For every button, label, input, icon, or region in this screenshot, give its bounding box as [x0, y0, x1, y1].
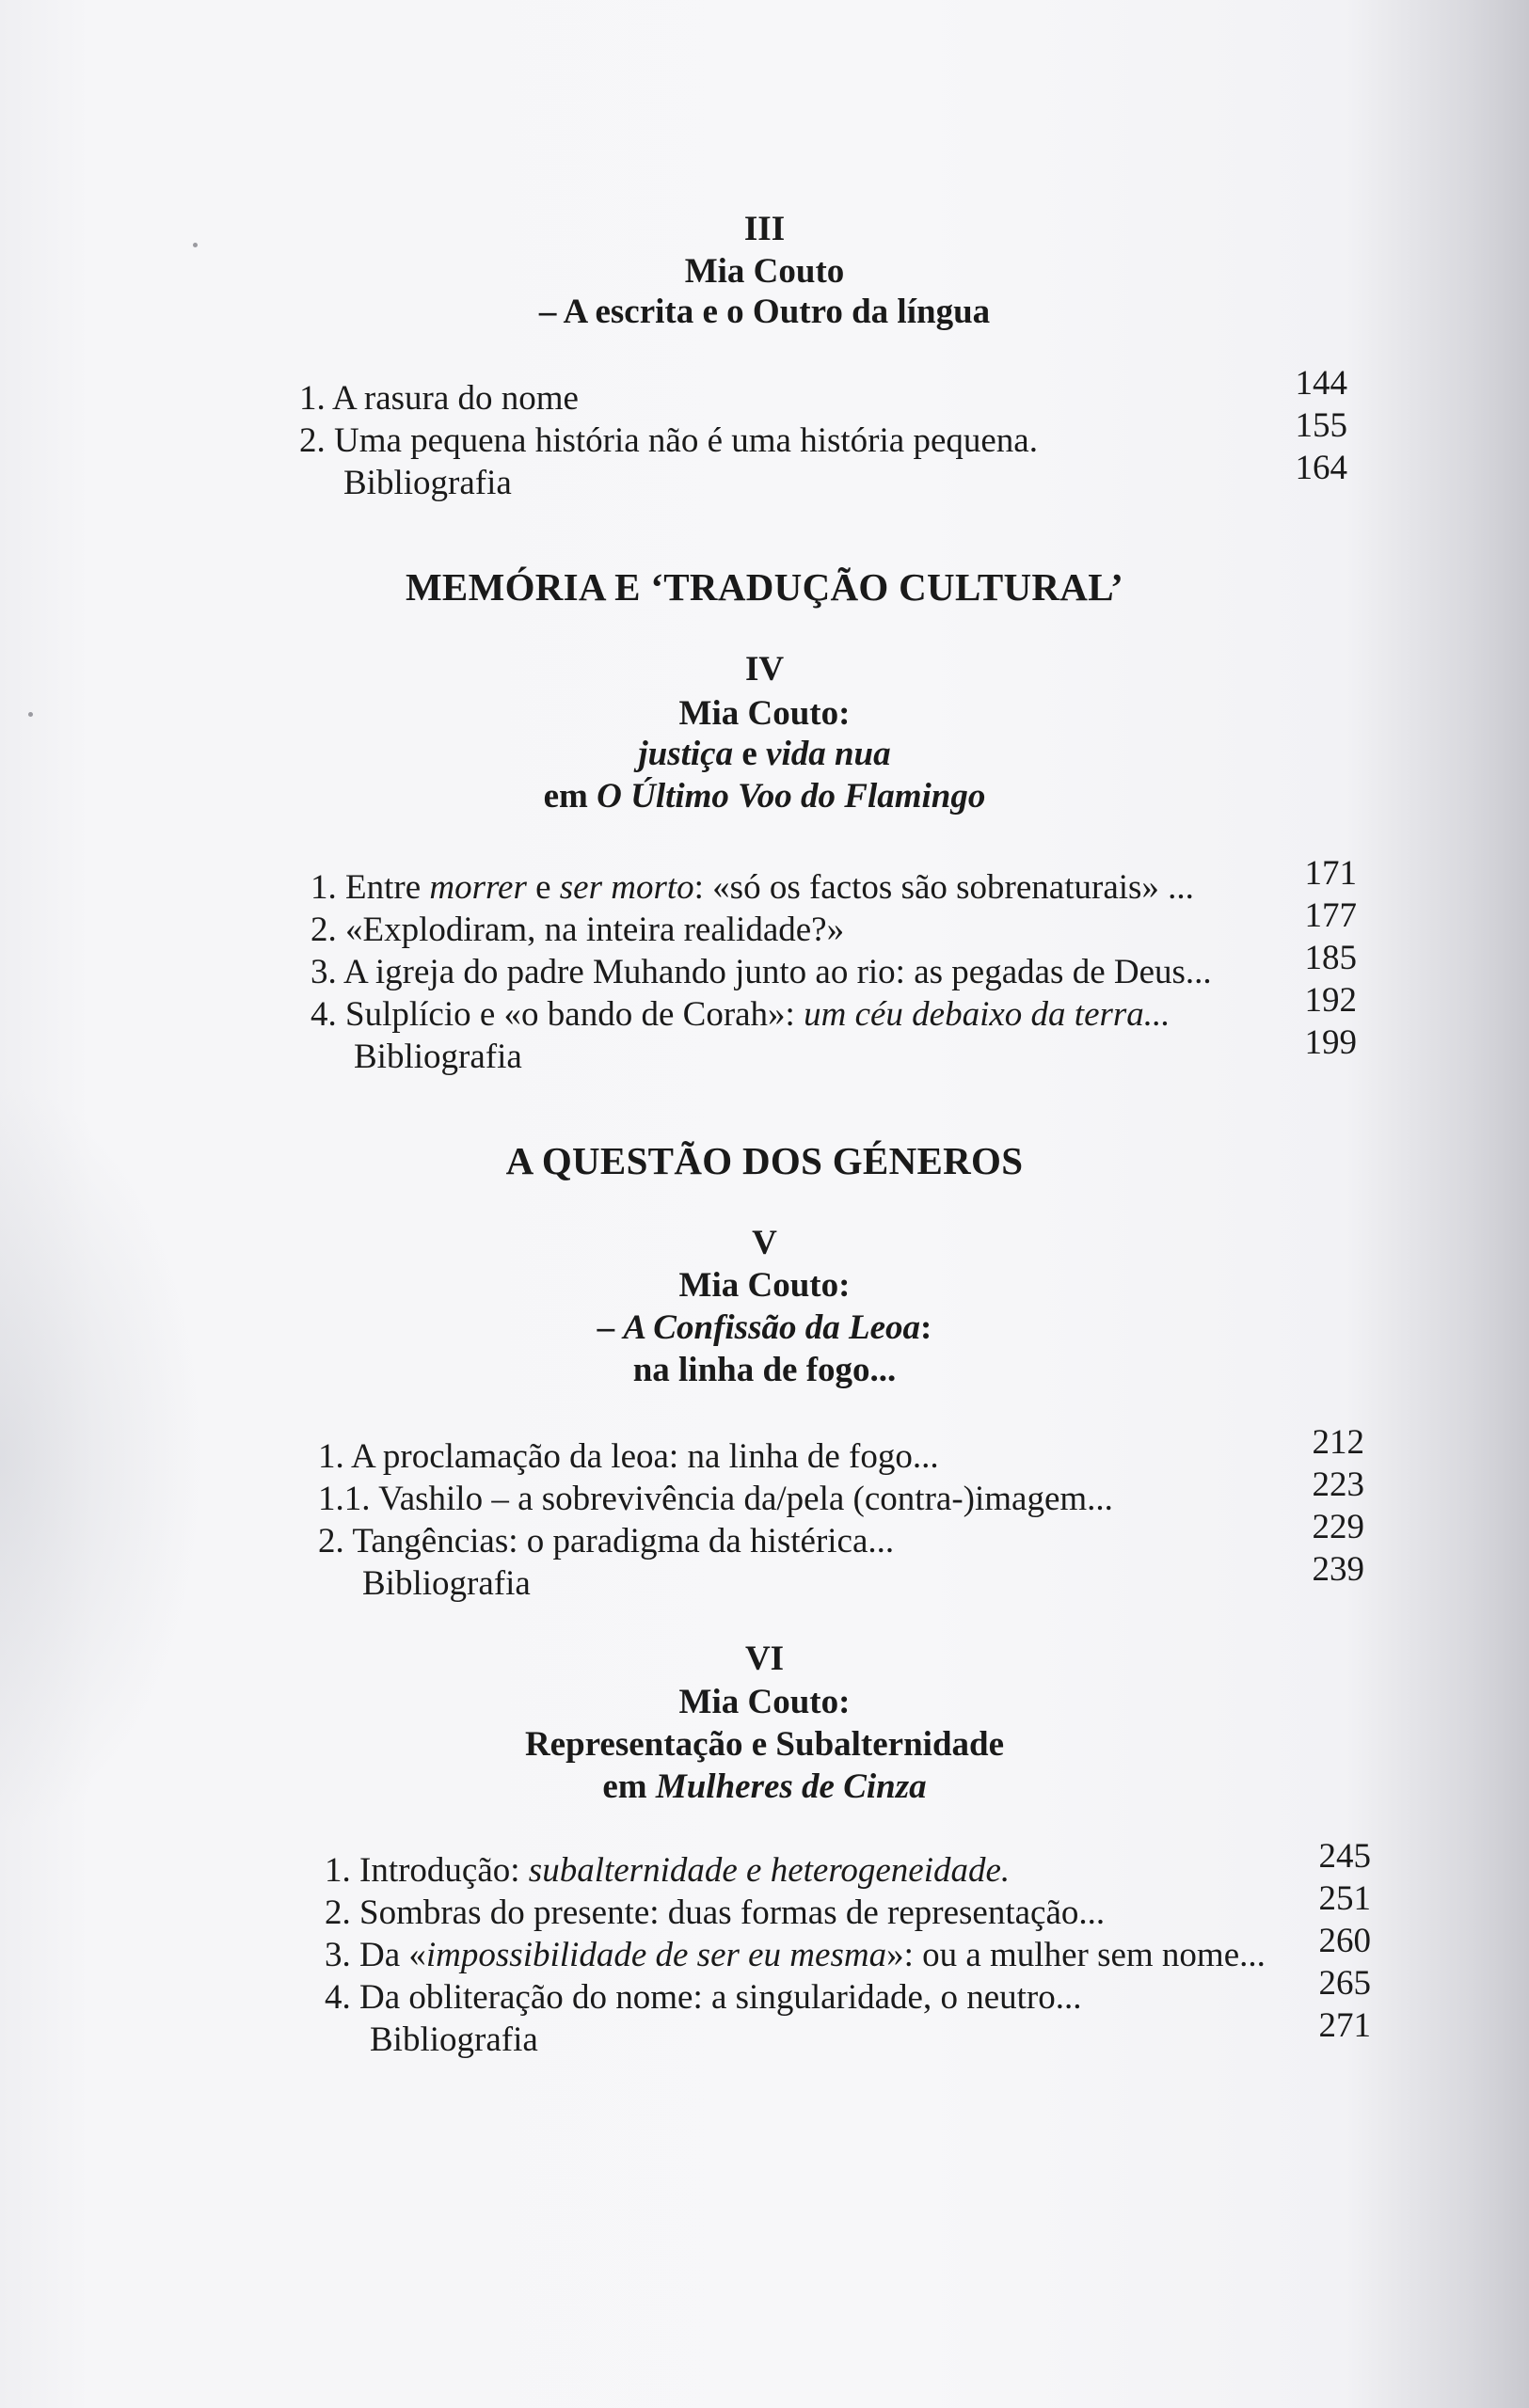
toc-entry: 1. Introdução: subalternidade e heterogeneidade.	[325, 1851, 1011, 1890]
toc-page-number: 185	[1304, 939, 1357, 977]
toc-page-number: 199	[1304, 1023, 1357, 1062]
toc-page-number: 177	[1304, 896, 1357, 935]
toc-entry: 1. Entre morrer e ser morto: «só os factos são sobrenaturais» ...	[311, 868, 1194, 907]
chapter-iii-author: Mia Couto	[684, 252, 845, 291]
toc-entry: 2. Sombras do presente: duas formas de representação...	[325, 1893, 1106, 1932]
chapter-iii-numeral: III	[743, 210, 786, 248]
toc-entry: 4. Sulplício e «o bando de Corah»: um céu debaixo da terra...	[311, 995, 1171, 1034]
chapter-vi-numeral: VI	[744, 1640, 785, 1678]
toc-entry: 1. A proclamação da leoa: na linha de fogo...	[318, 1437, 939, 1476]
toc-page-number: 155	[1295, 406, 1347, 445]
chapter-iv-numeral: IV	[744, 650, 785, 689]
toc-page-number: 251	[1318, 1879, 1371, 1918]
toc-entry: 3. A igreja do padre Muhando junto ao rio: as pegadas de Deus...	[311, 953, 1212, 991]
chapter-iv-title-line2: em O Último Voo do Flamingo	[543, 777, 986, 816]
chapter-iv-title-line1: justiça e vida nua	[638, 735, 891, 773]
toc-page-number: 223	[1312, 1465, 1364, 1504]
chapter-vi-title-line1: Representação e Subalternidade	[524, 1725, 1005, 1764]
toc-entry: Bibliografia	[370, 2020, 538, 2059]
toc-page-number: 271	[1318, 2006, 1371, 2045]
chapter-iii-subtitle: – A escrita e o Outro da língua	[538, 293, 991, 331]
chapter-v-title-line2: na linha de fogo...	[632, 1351, 897, 1389]
toc-page-number: 245	[1318, 1837, 1371, 1876]
chapter-v-title-line1: – A Confissão da Leoa:	[597, 1308, 932, 1347]
toc-entry: 3. Da «impossibilidade de ser eu mesma»: ou a mulher sem nome...	[325, 1936, 1266, 1974]
toc-entry: Bibliografia	[343, 464, 512, 502]
toc-entry: 1. A rasura do nome	[299, 379, 579, 418]
toc-entry: Bibliografia	[362, 1564, 531, 1603]
chapter-iv-author: Mia Couto:	[678, 694, 851, 733]
toc-page-number: 164	[1295, 449, 1347, 487]
toc-entry: 4. Da obliteração do nome: a singularidade, o neutro...	[325, 1978, 1082, 2017]
chapter-v-numeral: V	[752, 1224, 777, 1262]
toc-page-number: 171	[1304, 854, 1357, 893]
toc-entry: 2. Uma pequena história não é uma história pequena.	[299, 421, 1038, 460]
toc-entry: 2. Tangências: o paradigma da histérica...	[318, 1522, 895, 1560]
section-heading-memoria: MEMÓRIA E ‘TRADUÇÃO CULTURAL’	[405, 565, 1124, 609]
toc-page-number: 229	[1312, 1508, 1364, 1546]
toc-page-number: 144	[1295, 364, 1347, 403]
toc-page-number: 192	[1304, 981, 1357, 1020]
toc-entry: Bibliografia	[354, 1038, 522, 1076]
toc-page-number: 260	[1318, 1922, 1371, 1960]
section-heading-generos: A QUESTÃO DOS GÉNEROS	[505, 1139, 1024, 1182]
toc-page-number: 212	[1312, 1423, 1364, 1462]
chapter-vi-author: Mia Couto:	[678, 1683, 851, 1721]
toc-page-number: 265	[1318, 1964, 1371, 2003]
toc-entry: 2. «Explodiram, na inteira realidade?»	[311, 911, 845, 949]
chapter-vi-title-line2: em Mulheres de Cinza	[602, 1767, 927, 1806]
chapter-v-author: Mia Couto:	[678, 1266, 851, 1305]
toc-entry: 1.1. Vashilo – a sobrevivência da/pela (contra-)imagem...	[318, 1480, 1113, 1518]
toc-page-number: 239	[1312, 1550, 1364, 1589]
